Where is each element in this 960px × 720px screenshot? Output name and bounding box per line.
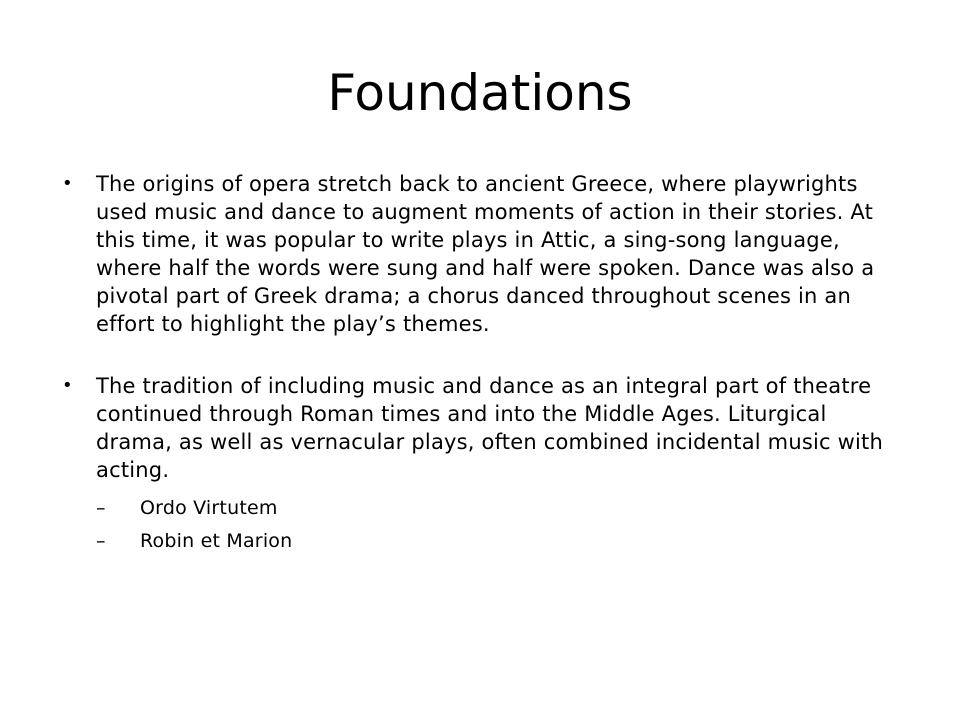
bullet-item xyxy=(58,372,898,558)
sub-item xyxy=(96,492,898,525)
bullet-text: The origins of opera stretch back to ancient Greece, where playwrights used music and dance to augment moments of action in their stories. At this time, it was popular to write plays in Attic, a sing-song language, where half the words were sung and half were spoken. Dance was also a pivotal part of Greek drama; a chorus danced throughout scenes in an effort to highlight the play’s themes. xyxy=(96,172,875,336)
sub-list xyxy=(96,492,898,558)
bullet-item xyxy=(58,170,898,338)
bullet-icon: • xyxy=(62,375,73,396)
bullet-icon: • xyxy=(62,173,73,194)
bullet-list xyxy=(58,170,898,558)
bullet-text: The tradition of including music and dance as an integral part of theatre continued through Roman times and into the Middle Ages. Liturgical drama, as well as vernacular plays, often combined incidental music with acting. xyxy=(96,374,884,482)
dash-icon: – xyxy=(96,497,106,519)
sub-item xyxy=(96,525,898,558)
sub-item-text: Ordo Virtutem xyxy=(140,497,278,519)
dash-icon: – xyxy=(96,530,106,552)
sub-item-text: Robin et Marion xyxy=(140,530,293,552)
slide-title: Foundations xyxy=(327,64,633,122)
